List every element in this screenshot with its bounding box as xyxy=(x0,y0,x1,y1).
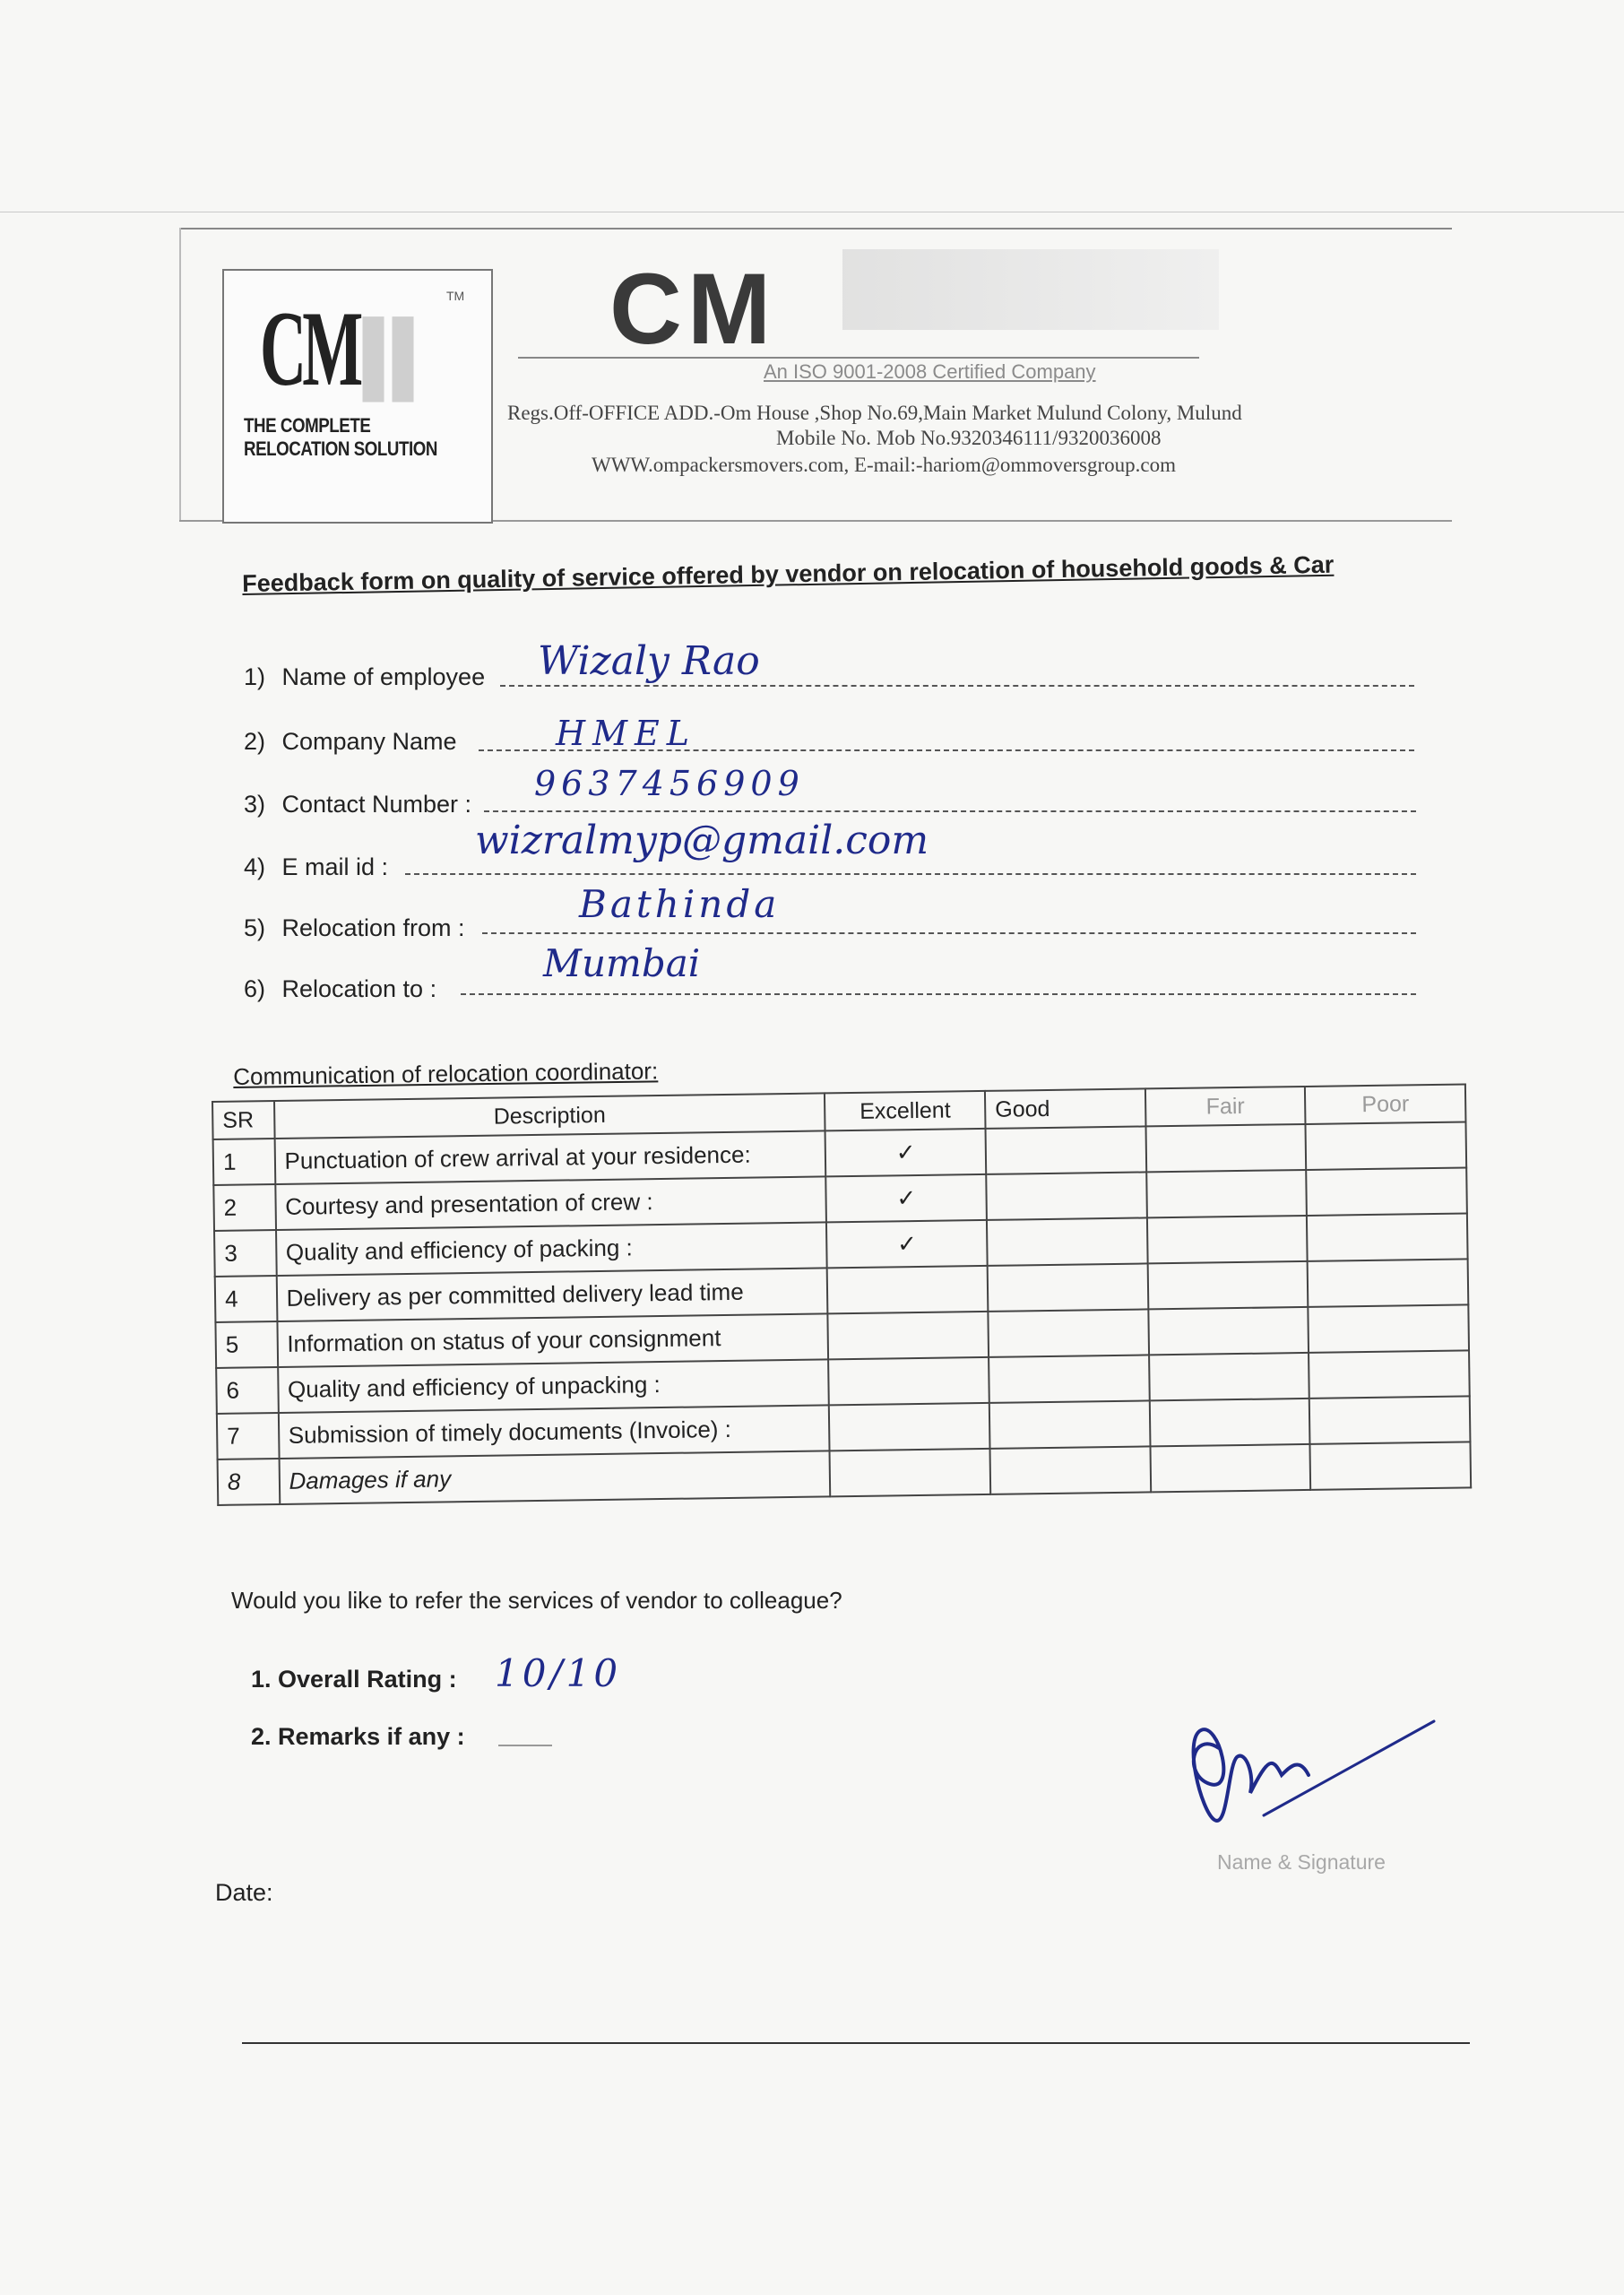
row-description: Quality and efficiency of packing : xyxy=(276,1222,828,1276)
header-excellent: Excellent xyxy=(825,1091,985,1130)
section-title: Communication of relocation coordinator: xyxy=(233,1057,659,1090)
rating-cell-poor[interactable] xyxy=(1310,1442,1471,1489)
check-mark-icon[interactable]: ✓ xyxy=(825,1129,986,1176)
iso-rule xyxy=(518,357,1199,359)
header-sr: SR xyxy=(212,1101,274,1139)
overall-rating-value[interactable]: 10/10 xyxy=(495,1651,622,1695)
rating-cell-good[interactable] xyxy=(988,1309,1148,1356)
contact-number-value[interactable]: 9637456909 xyxy=(534,764,805,803)
field-row-contact xyxy=(244,791,471,818)
iso-certification: An ISO 9001-2008 Certified Company xyxy=(764,360,1096,383)
rating-cell-poor[interactable] xyxy=(1309,1350,1469,1398)
refer-question: Would you like to refer the services of vendor to colleague? xyxy=(231,1587,842,1614)
field-line xyxy=(482,932,1416,934)
field-number: 2) xyxy=(244,728,266,755)
rating-cell-poor[interactable] xyxy=(1308,1259,1468,1306)
row-description: Punctuation of crew arrival at your residence: xyxy=(274,1130,826,1184)
field-label: E mail id : xyxy=(281,853,389,880)
rating-cell-poor[interactable] xyxy=(1309,1396,1470,1443)
header-top-rule xyxy=(179,228,1452,230)
row-description: Submission of timely documents (Invoice) : xyxy=(278,1405,830,1459)
field-label: Name of employee xyxy=(281,663,486,690)
rating-cell-good[interactable] xyxy=(990,1446,1151,1494)
row-sr: 7 xyxy=(217,1413,279,1459)
row-description: Information on status of your consignment xyxy=(277,1313,829,1367)
form-title: Feedback form on quality of service offered by vendor on relocation of household goods & Car xyxy=(242,550,1335,597)
rating-cell-fair[interactable] xyxy=(1147,1261,1308,1309)
header-left-rule xyxy=(179,228,181,520)
email-value[interactable]: wizralmyp@gmail.com xyxy=(475,818,929,863)
rating-cell-excellent[interactable] xyxy=(827,1266,988,1313)
logo-faded-mark: ▮▮ xyxy=(358,291,419,411)
mobile-line: Mobile No. Mob No.9320346111/9320036008 xyxy=(776,427,1162,449)
bottom-rule xyxy=(242,2042,1470,2044)
overall-rating-label: 1. Overall Rating : xyxy=(251,1666,457,1693)
row-sr: 1 xyxy=(213,1139,275,1185)
rating-cell-fair[interactable] xyxy=(1149,1353,1309,1400)
employee-name-value[interactable]: Wizaly Rao xyxy=(538,638,760,684)
rating-cell-excellent[interactable] xyxy=(829,1403,989,1451)
remarks-label: 2. Remarks if any : xyxy=(251,1723,465,1750)
field-number: 3) xyxy=(244,791,266,818)
check-mark-icon[interactable]: ✓ xyxy=(826,1174,987,1222)
company-name-value[interactable]: HMEL xyxy=(556,714,697,753)
relocation-to-value[interactable]: Mumbai xyxy=(543,941,701,985)
row-description: Quality and efficiency of unpacking : xyxy=(278,1359,830,1413)
row-description: Courtesy and presentation of crew : xyxy=(275,1176,827,1230)
rating-cell-fair[interactable] xyxy=(1150,1444,1310,1492)
date-label: Date: xyxy=(215,1879,273,1906)
row-sr: 3 xyxy=(214,1230,276,1277)
field-number: 5) xyxy=(244,914,266,941)
field-number: 1) xyxy=(244,663,266,690)
trademark: TM xyxy=(446,289,465,303)
rating-table xyxy=(212,1083,1472,1506)
field-label: Relocation to : xyxy=(281,975,437,1002)
row-sr: 6 xyxy=(216,1367,278,1414)
field-line xyxy=(405,873,1416,875)
rating-cell-excellent[interactable] xyxy=(829,1357,989,1405)
row-description: Delivery as per committed delivery lead time xyxy=(276,1268,828,1321)
row-sr: 4 xyxy=(215,1276,277,1322)
field-label: Relocation from : xyxy=(281,914,465,941)
rating-cell-fair[interactable] xyxy=(1147,1216,1308,1263)
rating-cell-good[interactable] xyxy=(986,1126,1146,1173)
signature-label: Name & Signature xyxy=(1217,1850,1386,1874)
rating-cell-poor[interactable] xyxy=(1307,1213,1467,1260)
field-row-email xyxy=(244,853,388,881)
brand-logo-faded xyxy=(842,249,1219,330)
rating-cell-good[interactable] xyxy=(989,1355,1149,1402)
row-sr: 8 xyxy=(218,1459,280,1505)
relocation-from-value[interactable]: Bathinda xyxy=(579,882,781,926)
field-row-to xyxy=(244,975,436,1003)
rating-cell-poor[interactable] xyxy=(1307,1167,1467,1215)
address-line: Regs.Off-OFFICE ADD.-Om House ,Shop No.69,Main Market Mulund Colony, Mulund xyxy=(507,402,1242,424)
header-description: Description xyxy=(274,1093,825,1139)
rating-cell-poor[interactable] xyxy=(1309,1304,1469,1352)
row-sr: 2 xyxy=(213,1184,275,1231)
rating-cell-fair[interactable] xyxy=(1145,1124,1306,1172)
field-row-employee xyxy=(244,663,485,691)
signature-graphic xyxy=(1165,1694,1452,1838)
company-tagline: THE COMPLETE RELOCATION SOLUTION xyxy=(244,414,437,460)
field-label: Company Name xyxy=(281,728,457,755)
header-good: Good xyxy=(985,1088,1145,1128)
field-number: 4) xyxy=(244,853,266,880)
rating-cell-good[interactable] xyxy=(986,1172,1146,1219)
header-fair: Fair xyxy=(1145,1087,1306,1126)
row-sr: 5 xyxy=(215,1321,277,1368)
web-email-line: WWW.ompackersmovers.com, E-mail:-hariom@ommoversgroup.com xyxy=(592,454,1177,476)
field-number: 6) xyxy=(244,975,266,1002)
field-row-company xyxy=(244,728,457,756)
rating-cell-excellent[interactable] xyxy=(830,1449,990,1496)
field-line xyxy=(461,993,1416,995)
brand-logo: CM xyxy=(609,253,777,365)
check-mark-icon[interactable]: ✓ xyxy=(826,1220,987,1268)
field-label: Contact Number : xyxy=(281,791,472,818)
rating-cell-excellent[interactable] xyxy=(828,1312,989,1359)
rating-cell-good[interactable] xyxy=(988,1263,1148,1311)
rating-cell-fair[interactable] xyxy=(1146,1170,1307,1217)
remarks-line xyxy=(498,1745,552,1746)
header-poor: Poor xyxy=(1305,1084,1465,1123)
rating-cell-poor[interactable] xyxy=(1306,1122,1466,1169)
logo-text: CM xyxy=(260,289,359,408)
row-description: Damages if any xyxy=(279,1451,831,1504)
field-line xyxy=(484,810,1416,812)
field-row-from xyxy=(244,914,465,942)
company-logo-box xyxy=(222,269,493,524)
field-line xyxy=(500,685,1414,687)
rating-cell-good[interactable] xyxy=(989,1400,1150,1448)
rating-cell-fair[interactable] xyxy=(1149,1399,1309,1446)
rating-cell-fair[interactable] xyxy=(1148,1307,1309,1355)
rating-cell-good[interactable] xyxy=(987,1217,1147,1265)
